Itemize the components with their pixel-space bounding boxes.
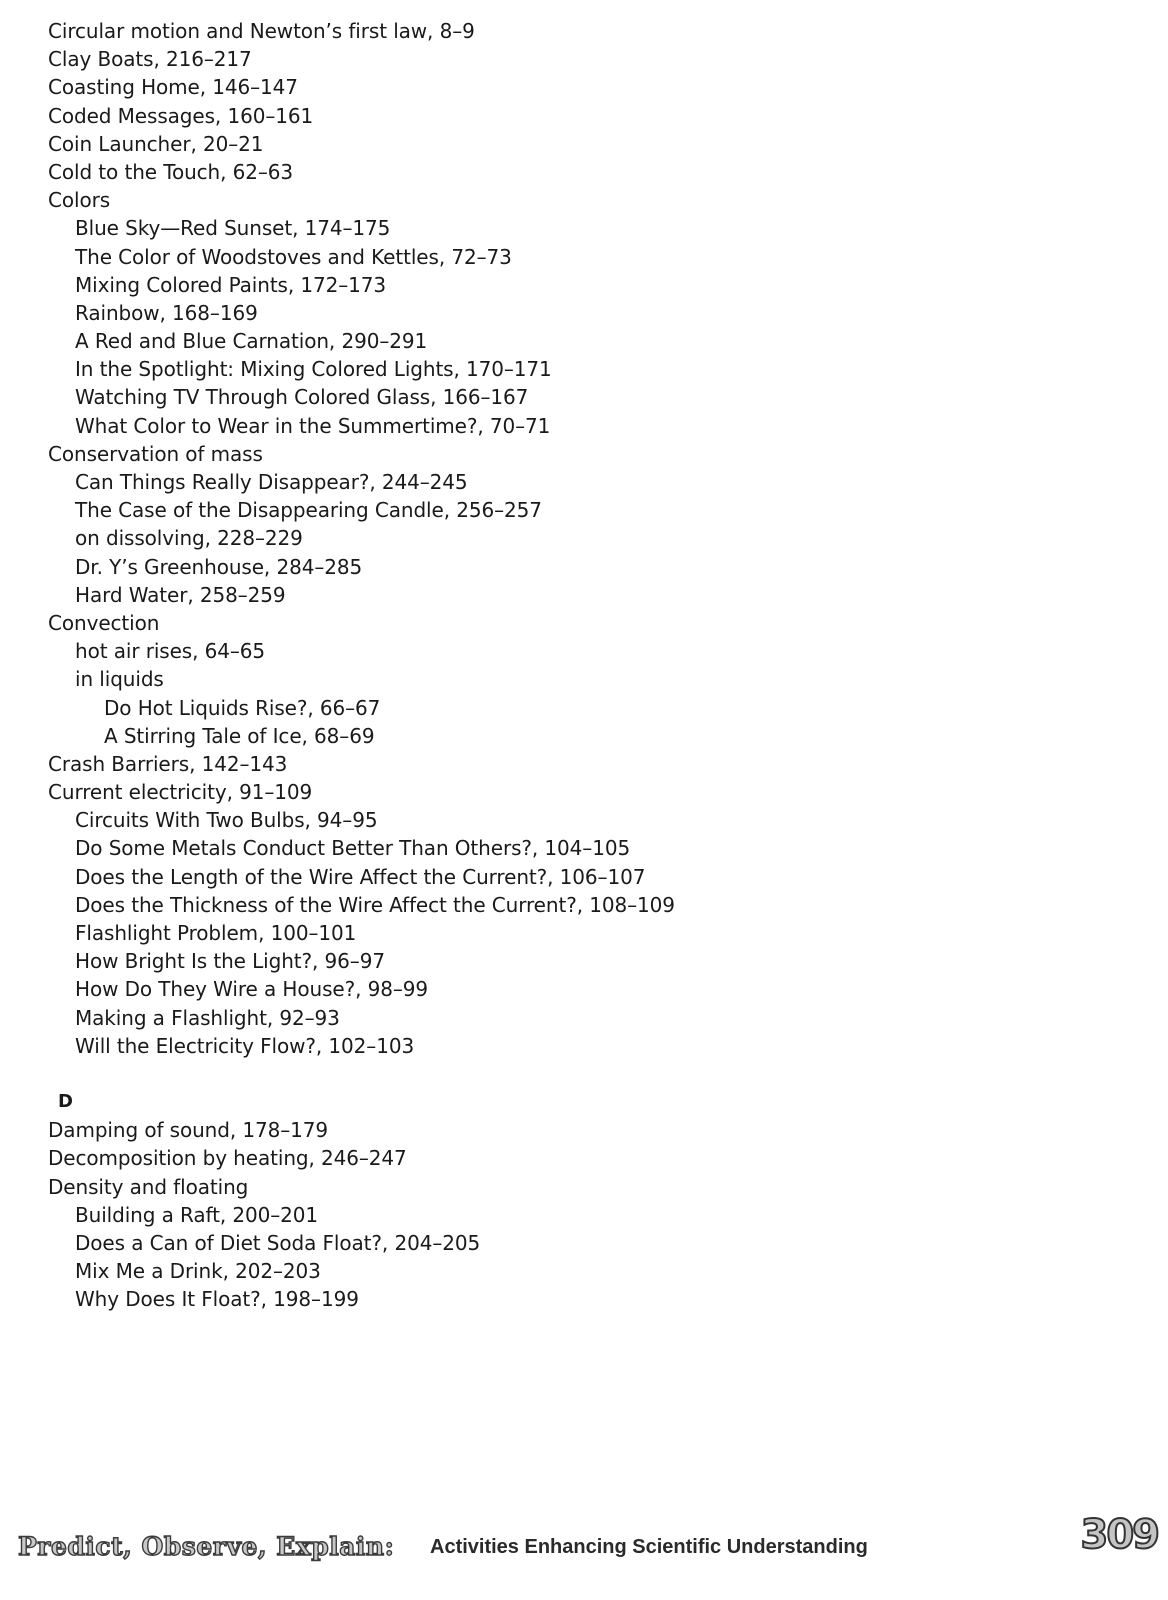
page-footer: [18, 1512, 1158, 1582]
index-section-c: [48, 17, 768, 1060]
index-entry: Colors: [48, 188, 111, 213]
index-subentry: Mix Me a Drink, 202–203: [75, 1259, 321, 1284]
index-subentry: Watching TV Through Colored Glass, 166–167: [75, 385, 529, 410]
index-subentry: on dissolving, 228–229: [75, 526, 303, 551]
index-subentry: Does the Thickness of the Wire Affect the Current?, 108–109: [75, 892, 675, 917]
index-entry: Conservation of mass: [48, 441, 263, 466]
index-subentry: hot air rises, 64–65: [75, 639, 266, 664]
index-entry: Crash Barriers, 142–143: [48, 751, 288, 776]
index-subentry: Do Some Metals Conduct Better Than Others?, 104–105: [75, 836, 631, 861]
index-entry: Cold to the Touch, 62–63: [48, 159, 294, 184]
index-subentry: Mixing Colored Paints, 172–173: [75, 272, 387, 297]
index-subsubentry: Do Hot Liquids Rise?, 66–67: [104, 695, 381, 720]
index-subentry: Blue Sky—Red Sunset, 174–175: [75, 216, 391, 241]
index-entry: Density and floating: [48, 1174, 249, 1199]
index-subentry: The Case of the Disappearing Candle, 256–257: [75, 498, 542, 523]
index-subentry: Flashlight Problem, 100–101: [75, 921, 357, 945]
index-entry: Current electricity, 91–109: [48, 780, 313, 805]
index-subentry: Can Things Really Disappear?, 244–245: [75, 470, 468, 494]
index-subentry: Making a Flashlight, 92–93: [75, 1005, 340, 1030]
index-subentry: The Color of Woodstoves and Kettles, 72–73: [75, 244, 512, 269]
index-subentry: How Bright Is the Light?, 96–97: [75, 949, 385, 974]
section-letter-heading: D: [58, 1090, 73, 1112]
index-entry: Circular motion and Newton’s first law, 8–9: [48, 19, 475, 43]
section-spacer: [48, 1060, 768, 1088]
index-entry: Convection: [48, 610, 160, 635]
index-entry: Damping of sound, 178–179: [48, 1118, 329, 1143]
index-subentry: Circuits With Two Bulbs, 94–95: [75, 808, 378, 833]
index-subentry: Dr. Y’s Greenhouse, 284–285: [75, 554, 363, 579]
index-entry: Coded Messages, 160–161: [48, 103, 314, 128]
index-subentry: In the Spotlight: Mixing Colored Lights, 170–171: [75, 357, 552, 382]
index-list: [48, 17, 768, 1313]
index-section-d: [48, 1116, 768, 1313]
index-subentry: Does the Length of the Wire Affect the Current?, 106–107: [75, 864, 646, 889]
index-entry: Coasting Home, 146–147: [48, 75, 298, 100]
book-subtitle: Activities Enhancing Scientific Understanding: [430, 1536, 868, 1558]
index-entry: Coin Launcher, 20–21: [48, 131, 264, 156]
index-subentry: A Red and Blue Carnation, 290–291: [75, 329, 428, 354]
book-title-logo: Predict, Observe, Explain:: [18, 1532, 395, 1561]
page-number: 309: [1080, 1512, 1158, 1558]
index-subentry: Hard Water, 258–259: [75, 582, 286, 607]
index-subentry: in liquids: [75, 667, 164, 692]
index-subentry: Rainbow, 168–169: [75, 300, 258, 325]
index-subentry: Why Does It Float?, 198–199: [75, 1287, 359, 1312]
index-subentry: Building a Raft, 200–201: [75, 1202, 319, 1227]
index-entry: Decomposition by heating, 246–247: [48, 1146, 407, 1171]
index-entry: Clay Boats, 216–217: [48, 47, 252, 72]
index-subsubentry: A Stirring Tale of Ice, 68–69: [104, 723, 375, 748]
index-subentry: Will the Electricity Flow?, 102–103: [75, 1033, 415, 1058]
index-subentry: What Color to Wear in the Summertime?, 70–71: [75, 413, 551, 438]
index-subentry: How Do They Wire a House?, 98–99: [75, 977, 429, 1002]
index-subentry: Does a Can of Diet Soda Float?, 204–205: [75, 1230, 481, 1255]
